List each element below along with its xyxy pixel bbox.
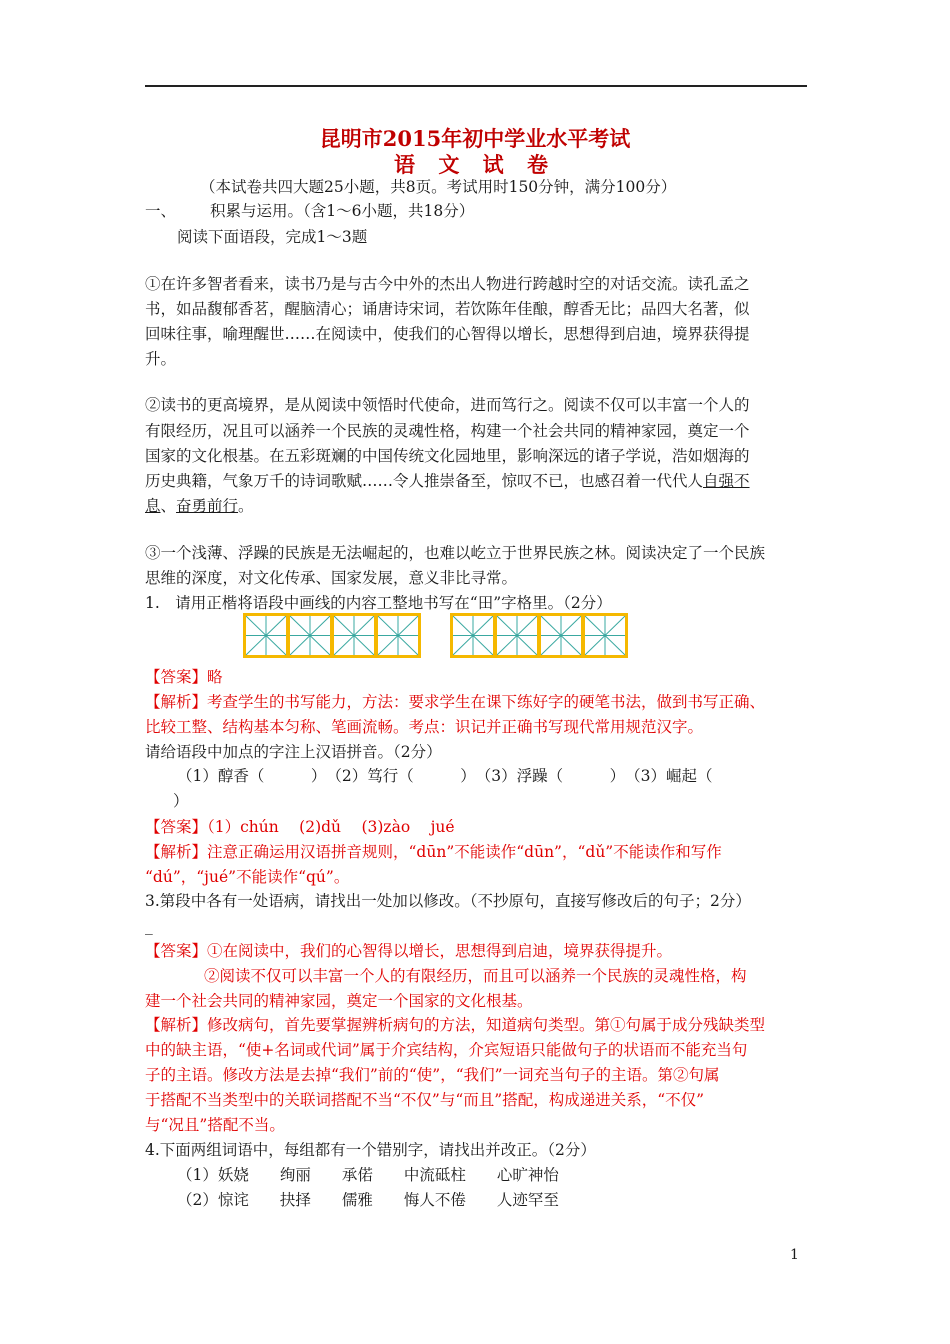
para1-line: 升。 — [145, 350, 177, 368]
para1-line: ①在许多智者看来，读书乃是与古今中外的杰出人物进行跨越时空的对话交流。读孔孟之 — [145, 275, 750, 293]
para3-line: ③一个浅薄、浮躁的民族是无法崛起的，也难以屹立于世界民族之林。阅读决定了一个民族 — [145, 544, 766, 562]
tian-grid-cell[interactable] — [585, 616, 625, 655]
question-4: 4.下面两组词语中，每组都有一个错别字，请找出并改正。（2分） — [145, 1141, 596, 1159]
underlined-phrase: 息 — [145, 497, 161, 515]
grid-guide-lines — [585, 616, 625, 655]
para2-line — [145, 469, 807, 493]
explanation-2-line: “dú”，“jué”不能读作“qú”。 — [145, 868, 350, 886]
question-4-group-1: （1）妖娆 绚丽 承偌 中流砥柱 心旷神怡 — [177, 1166, 559, 1184]
explanation-3-line: 与“况且”搭配不当。 — [145, 1116, 285, 1134]
tian-grid-cell[interactable] — [290, 616, 330, 655]
para2-line: ②读书的更高境界，是从阅读中领悟时代使命，进而笃行之。阅读不仅可以丰富一个人的 — [145, 396, 750, 414]
exam-subtitle: 语 文 试 卷 — [394, 152, 556, 177]
grid-guide-lines — [378, 616, 418, 655]
answer-3-line: 【答案】①在阅读中，我们的心智得以增长，思想得到启迪，境界获得提升。 — [145, 942, 673, 960]
underlined-phrase: 奋勇前行 — [176, 497, 239, 515]
answer-2: 【答案】（1）chún (2)dǔ (3)zào jué — [145, 818, 455, 836]
explanation-3-line: 【解析】修改病句，首先要掌握辨析病句的方法，知道病句类型。第①句属于成分残缺类型 — [145, 1016, 766, 1034]
tian-grid-cell[interactable] — [334, 616, 374, 655]
para2-text: 、 — [160, 497, 177, 515]
para2-line: 国家的文化根基。在五彩斑斓的中国传统文化园地里，影响深远的诸子学说，浩如烟海的 — [145, 447, 750, 465]
explanation-1-line: 【解析】考查学生的书写能力，方法：要求学生在课下练好字的硬笔书法，做到书写正确、 — [145, 693, 766, 711]
explanation-3-line: 中的缺主语，“使+名词或代词”属于介宾结构，介宾短语只能做句子的状语而不能充当句 — [145, 1041, 748, 1059]
para1-line: 书，如品馥郁香茗，醒脑清心；诵唐诗宋词，若饮陈年佳酿，醇香无比；品四大名著，似 — [145, 300, 750, 318]
grid-guide-lines — [290, 616, 330, 655]
question-3: 3.第段中各有一处语病，请找出一处加以修改。（不抄原句，直接写修改后的句子；2分） — [145, 892, 751, 910]
para2-line: 有限经历，况且可以涵养一个民族的灵魂性格，构建一个社会共同的精神家园，奠定一个 — [145, 422, 750, 440]
tian-grid-cell[interactable] — [378, 616, 418, 655]
explanation-1-line: 比较工整、结构基本匀称、笔画流畅。考点：识记并正确书写现代常用规范汉字。 — [145, 718, 704, 736]
question-2-options: （1）醇香（ ） （2）笃行（ ） （3）浮躁（ ） （3）崛起（ — [177, 767, 713, 785]
underlined-phrase: 自强不 — [703, 472, 750, 490]
grid-guide-lines — [246, 616, 286, 655]
section-heading: 积累与运用。（含1～6小题，共18分） — [210, 202, 475, 220]
tian-grid-cell[interactable] — [453, 616, 493, 655]
para1-line: 回味往事，喻理醒世……在阅读中，使我们的心智得以增长，思想得到启迪，境界获得提 — [145, 325, 750, 343]
para3-line: 思维的深度，对文化传承、国家发展，意义非比寻常。 — [145, 569, 518, 587]
tian-grid-cell[interactable] — [246, 616, 286, 655]
grid-guide-lines — [453, 616, 493, 655]
header-rule — [145, 85, 807, 87]
answer-3-line: 建一个社会共同的精神家园，奠定一个国家的文化根基。 — [145, 992, 533, 1010]
page-number: 1 — [790, 1247, 799, 1263]
exam-note: （本试卷共四大题25小题，共8页。考试用时150分钟，满分100分） — [200, 178, 677, 196]
writing-grid-right[interactable] — [450, 613, 628, 658]
tian-grid-cell[interactable] — [541, 616, 581, 655]
explanation-2-line: 【解析】注意正确运用汉语拼音规则，“dūn”不能读作“dūn”，“dǔ”不能读作和写作 — [145, 843, 722, 861]
question-3-blank: _ — [145, 917, 153, 935]
grid-guide-lines — [541, 616, 581, 655]
grid-guide-lines — [334, 616, 374, 655]
explanation-3-line: 于搭配不当类型中的关联词搭配不当“不仅”与“而且”搭配，构成递进关系，“不仅” — [145, 1091, 705, 1109]
answer-1: 【答案】略 — [145, 668, 223, 686]
reading-instruction: 阅读下面语段，完成1～3题 — [177, 228, 368, 246]
section-number: 一、 — [145, 202, 177, 220]
tian-grid-cell[interactable] — [497, 616, 537, 655]
question-4-group-2: （2）惊诧 抉择 儒雅 悔人不倦 人迹罕至 — [177, 1191, 559, 1209]
question-2-close: ） — [173, 792, 189, 810]
para2-text: 。 — [238, 497, 254, 515]
grid-guide-lines — [497, 616, 537, 655]
question-1: 1. 请用正楷将语段中画线的内容工整地书写在“田”字格里。（2分） — [145, 594, 612, 612]
explanation-3-line: 子的主语。修改方法是去掉“我们”前的“使”，“我们”一词充当句子的主语。第②句属 — [145, 1066, 720, 1084]
exam-title: 昆明市2015年初中学业水平考试 — [319, 126, 631, 151]
para2-line — [145, 494, 807, 518]
answer-3-line: ②阅读不仅可以丰富一个人的有限经历，而且可以涵养一个民族的灵魂性格，构 — [204, 967, 747, 985]
question-2: 请给语段中加点的字注上汉语拼音。（2分） — [145, 743, 442, 761]
writing-grid-left[interactable] — [243, 613, 421, 658]
para2-text: 历史典籍，气象万千的诗词歌赋……令人推崇备至，惊叹不已，也感召着一代代人 — [145, 472, 704, 490]
